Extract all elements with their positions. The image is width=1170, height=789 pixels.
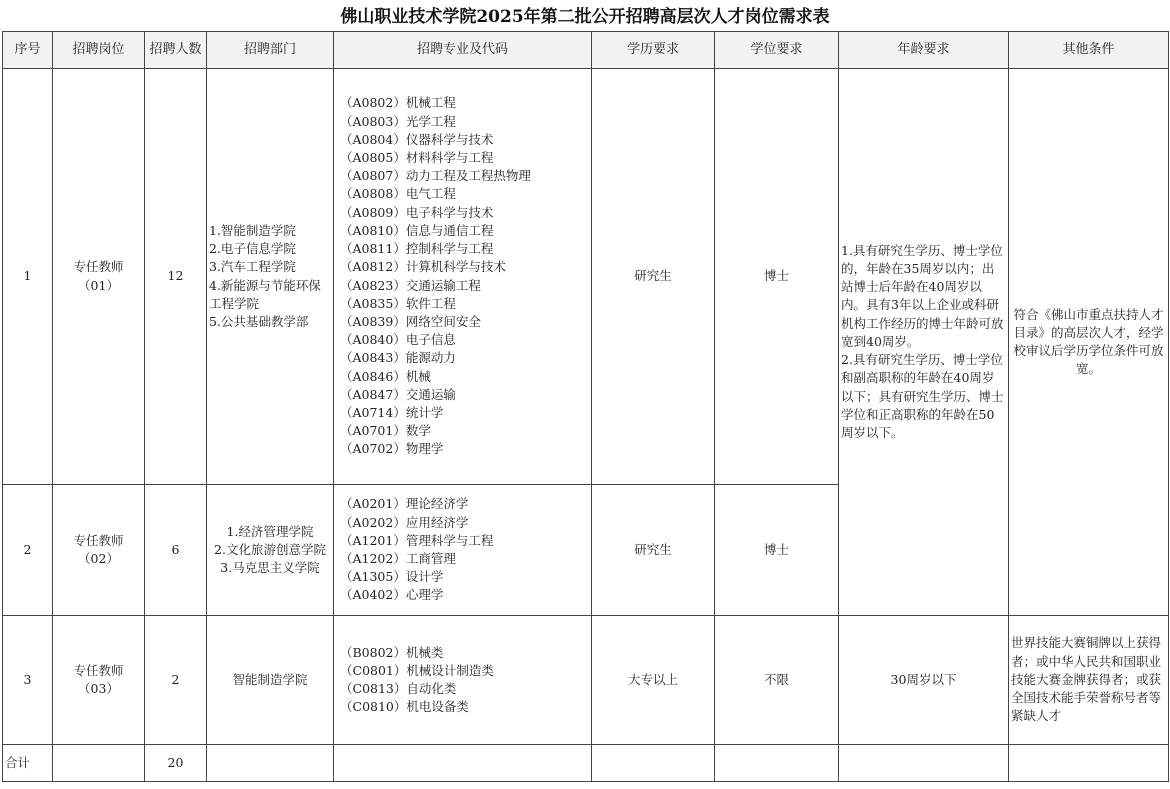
major-item: （A0835）软件工程 (340, 295, 456, 311)
department-item: 1.智能制造学院 (209, 222, 296, 238)
total-label: 合计 (3, 745, 53, 782)
row-number: 3 (3, 616, 53, 745)
col-header-age: 年龄要求 (839, 32, 1009, 69)
col-header-majors: 招聘专业及代码 (334, 32, 592, 69)
major-item: （A0808）电气工程 (340, 186, 456, 202)
education-requirement: 研究生 (592, 69, 715, 485)
department-item: 4.新能源与节能环保工程学院 (209, 277, 321, 311)
empty-cell (207, 745, 334, 782)
age-clause: 2.具有研究生学历、博士学位和副高职称的年龄在40周岁以下；具有研究生学历、博士学位和正高职称的年龄在50周岁以下。 (841, 352, 1004, 440)
empty-cell (715, 745, 839, 782)
degree-requirement: 不限 (715, 616, 839, 745)
major-item: （A0702）物理学 (340, 441, 444, 457)
major-item: （A0809）电子科学与技术 (340, 204, 494, 220)
education-requirement: 大专以上 (592, 616, 715, 745)
position-name: 专任教师 (73, 532, 124, 548)
position-cell (53, 616, 145, 745)
major-item: （A1201）管理科学与工程 (340, 532, 494, 548)
table-row (3, 69, 1169, 485)
major-list (334, 485, 592, 616)
position-cell (53, 485, 145, 616)
empty-cell (334, 745, 592, 782)
department-item: 3.汽车工程学院 (209, 259, 296, 275)
department-item: 1.经济管理学院 (226, 523, 314, 539)
headcount: 2 (145, 616, 207, 745)
major-item: （A0840）电子信息 (340, 332, 456, 348)
headcount: 6 (145, 485, 207, 616)
major-item: （A0847）交通运输 (340, 386, 456, 402)
col-header-other: 其他条件 (1009, 32, 1169, 69)
major-item: （B0802）机械类 (340, 644, 444, 660)
major-list (334, 616, 592, 745)
age-requirement (839, 69, 1009, 616)
position-name: 专任教师 (73, 259, 124, 275)
major-item: （C0801）机械设计制造类 (340, 662, 494, 678)
major-item: （A1305）设计学 (340, 569, 444, 585)
major-item: （A0846）机械 (340, 368, 431, 384)
major-item: （A0823）交通运输工程 (340, 277, 481, 293)
position-code: （03） (78, 681, 119, 696)
degree-requirement: 博士 (715, 69, 839, 485)
department-item: 5.公共基础教学部 (209, 313, 309, 329)
total-count: 20 (145, 745, 207, 782)
major-item: （A0811）控制科学与工程 (340, 241, 494, 257)
recruitment-table (2, 31, 1169, 782)
age-clause: 1.具有研究生学历、博士学位的，年龄在35周岁以内；出站博士后年龄在40周岁以内。具有3年以上企业或科研机构工作经历的博士年龄可放宽到40周岁。 (841, 242, 1004, 349)
major-item: （A0805）材料科学与工程 (340, 150, 494, 166)
major-item: （A0839）网络空间安全 (340, 313, 481, 329)
major-item: （A1202）工商管理 (340, 551, 456, 566)
page-title: 佛山职业技术学院2025年第二批公开招聘高层次人才岗位需求表 (340, 7, 830, 27)
major-item: （C0810）机电设备类 (340, 699, 469, 715)
header-row (3, 32, 1169, 69)
department-item: 2.文化旅游创意学院 (214, 541, 326, 557)
empty-cell (53, 745, 145, 782)
department-item: 2.电子信息学院 (209, 241, 296, 257)
empty-cell (592, 745, 715, 782)
degree-requirement: 博士 (715, 485, 839, 616)
education-requirement: 研究生 (592, 485, 715, 616)
position-cell (53, 69, 145, 485)
position-name: 专任教师 (73, 662, 124, 678)
major-item: （A0202）应用经济学 (340, 514, 469, 530)
major-item: （A0714）统计学 (340, 404, 444, 420)
major-item: （A0201）理论经济学 (340, 496, 469, 512)
major-item: （A0402）心理学 (340, 587, 444, 603)
other-conditions: 世界技能大赛铜牌以上获得者；或中华人民共和国职业技能大赛金牌获得者；或获全国技术能手荣誉称号者等紧缺人才 (1009, 616, 1169, 745)
total-row (3, 745, 1169, 782)
age-requirement: 30周岁以下 (839, 616, 1009, 745)
major-item: （A0843）能源动力 (340, 350, 456, 366)
col-header-position: 招聘岗位 (53, 32, 145, 69)
major-item: （A0810）信息与通信工程 (340, 222, 494, 238)
major-item: （A0807）动力工程及工程热物理 (340, 168, 531, 184)
department-name: 智能制造学院 (207, 616, 334, 745)
other-conditions: 符合《佛山市重点扶持人才目录》的高层次人才，经学校审议后学历学位条件可放宽。 (1009, 69, 1169, 616)
col-header-department: 招聘部门 (207, 32, 334, 69)
col-header-degree: 学位要求 (715, 32, 839, 69)
row-number: 1 (3, 69, 53, 485)
position-code: （01） (78, 277, 119, 293)
col-header-no: 序号 (3, 32, 53, 69)
col-header-education: 学历要求 (592, 32, 715, 69)
department-list (207, 485, 334, 616)
department-list (207, 69, 334, 485)
row-number: 2 (3, 485, 53, 616)
headcount: 12 (145, 69, 207, 485)
major-list (334, 69, 592, 485)
empty-cell (1009, 745, 1169, 782)
major-item: （A0802）机械工程 (340, 95, 456, 111)
empty-cell (839, 745, 1009, 782)
department-item: 3.马克思主义学院 (220, 560, 320, 576)
table-row (3, 616, 1169, 745)
major-item: （A0803）光学工程 (340, 113, 456, 129)
major-item: （C0813）自动化类 (340, 681, 457, 696)
major-item: （A0804）仪器科学与技术 (340, 131, 494, 147)
position-code: （02） (78, 551, 119, 566)
major-item: （A0701）数学 (340, 423, 431, 439)
major-item: （A0812）计算机科学与技术 (340, 259, 506, 275)
col-header-count: 招聘人数 (145, 32, 207, 69)
